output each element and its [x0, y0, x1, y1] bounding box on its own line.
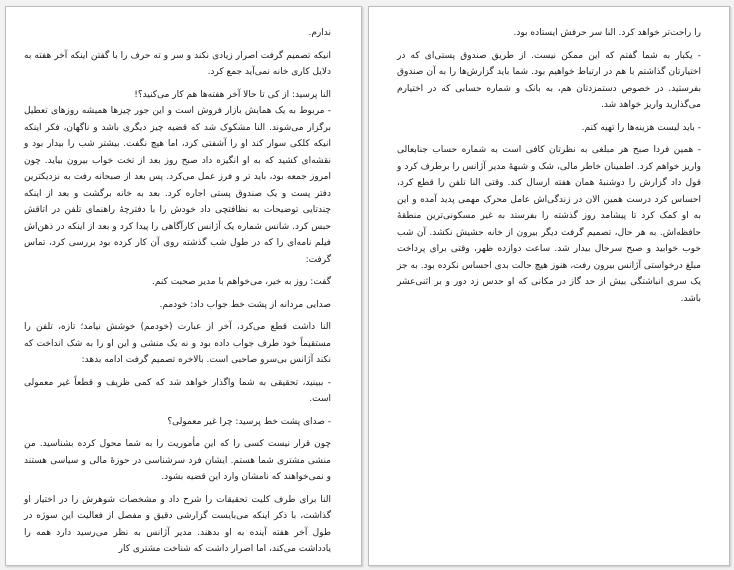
paragraph: - صدای پشت خط پرسید: چرا غیر معمولی؟ [167, 416, 331, 427]
paragraph: النا داشت قطع می‌کرد، آخر از عبارت (خودمم) خوشش نیامد؛ تازه، تلفن را مستقیماً خود طرف جواب داده بود و نه یک منشی و این او را به شک انداخت که نکند آژانس بی‌سرو صاحبی است. بالاخره تصمیم گرفت ادامه بدهد: [24, 322, 331, 365]
left-page-text [24, 25, 331, 558]
paragraph: صدایی مردانه از پشت خط جواب داد: خودمم. [159, 299, 331, 310]
paragraph: - همین فردا صبح هر مبلغی به نظرتان کافی است به شماره حساب جنابعالی واریز خواهم کرد. اطمینان خاطر مالی، شک و شبههٔ مدیر آژانس را برطرف کرد و قول داد گزارش را دوشنبهٔ همان هفته ارسال کند. وقتی النا تلفن را قطع کرد، احساس کرد درست همین الان در زندگی‌اش عامل محرک مهمی پدید آمده و این به او کمک کرد تا پیشامد روز گذشته را بفرستد به غیر مسکونی‌ترین منطقهٔ حافظه‌اش. به هر حال، تصمیم گرفت دیگر بیرون از خانه حشیش نکشد. آن شب خوب خوابید و صبح سرحال بیدار شد. ساعت دوازده ظهر، وقتی برای پرداخت مبلغ درخواستی آژانس بیرون رفت، هنوز هیچ حالت بدی احساس نکرده بود. به جز یک سری انباشتگی بیش از حد گاز در مکانی که او حدس زد دور و بر اثنی‌عشر باشد. [397, 145, 701, 304]
paragraph: ندارم. [308, 28, 331, 38]
paragraph: النا پرسید: از کی تا حالا آخر هفته‌ها هم کار می‌کنید؟! [134, 89, 331, 100]
paragraph: انیکه تصمیم گرفت اصرار زیادی نکند و سر و ته حرف را با گفتن اینکه آخر هفته به دلایل کاری خانه نمی‌آید جمع کرد. [24, 50, 331, 77]
left-page [5, 6, 362, 566]
paragraph: - یکبار به شما گفتم که این ممکن نیست. از طریق صندوق پستی‌ای که در اختیارتان گذاشتم با هم در ارتباط خواهیم بود. شما باید گزارش‌ها را به آن صندوق بفرستید. در خصوص دستمزدتان هم، به بانک و شماره حسابی که در اختیارم می‌گذارید واریز خواهد شد. [397, 50, 701, 110]
right-page [368, 6, 730, 566]
paragraph: - ببینید، تحقیقی به شما واگذار خواهد شد که کمی ظریف و قطعاً غیر معمولی است. [24, 377, 331, 404]
paragraph: - باید لیست هزینه‌ها را تهیه کنم. [581, 122, 701, 133]
right-page-text [397, 25, 701, 307]
paragraph: گفت: روز به خیر، می‌خواهم با مدیر صحبت کنم. [151, 277, 331, 287]
paragraph: چون قرار نیست کسی را که این مأموریت را به شما محول کرده بشناسید. من منشی مشتری شما هستم. ایشان فرد سرشناسی در حوزهٔ مالی و سیاسی هستند و نمی‌خواهند که نامشان وارد این قضیه بشود. [24, 439, 331, 482]
paragraph: النا برای طرف کلیت تحقیقات را شرح داد و مشخصات شوهرش را در اختیار او گذاشت، با ذکر اینکه می‌بایست گزارشی دقیق و مفصل از فعالیت این سوژه در طول آخر هفته آینده به او بدهند. مدیر آژانس به نظر می‌رسید دارد همه را یادداشت می‌کند، اما اصرار داشت که شناخت مشتری کار [24, 494, 331, 554]
paragraph: - مربوط به یک همایش بازار فروش است و این جور چیزها همیشه روزهای تعطیل برگزار می‌شوند. النا مشکوک شد که قضیه چیز دیگری باشد و ناگهان، فکر اینکه انیکه کلکی سوار کند او را آشفتی کرد، اما هیچ نگفت. بیشتر شب را بیدار بود و نقشه‌ای کشید که به او انگیزه داد صبح روز بعد از تخت خواب بیرون بیاید. چون امروز جمعه بود، باید تر و فرز عمل می‌کرد. پس بعد از صبحانه رفت به نزدیکترین دفتر پست و یک صندوق پستی اجاره کرد. بعد به خانه برگشت و بعد از اینکه چندتایی توضیحات به نظافتچی داد خودش را با دفترچهٔ راهنمای تلفن در اتاقش حبس کرد. شانس شماره یک آژانس کارآگاهی را پیدا کرد و بعد از اینکه در ذهن‌اش فیلم نامه‌ای را که در طول شب گذشته روی آن کار کرده بود بررسی کرد، تماس گرفت: [24, 106, 331, 265]
paragraph: را راحت‌تر خواهد کرد. النا سر حرفش ایستاده بود. [513, 28, 701, 38]
